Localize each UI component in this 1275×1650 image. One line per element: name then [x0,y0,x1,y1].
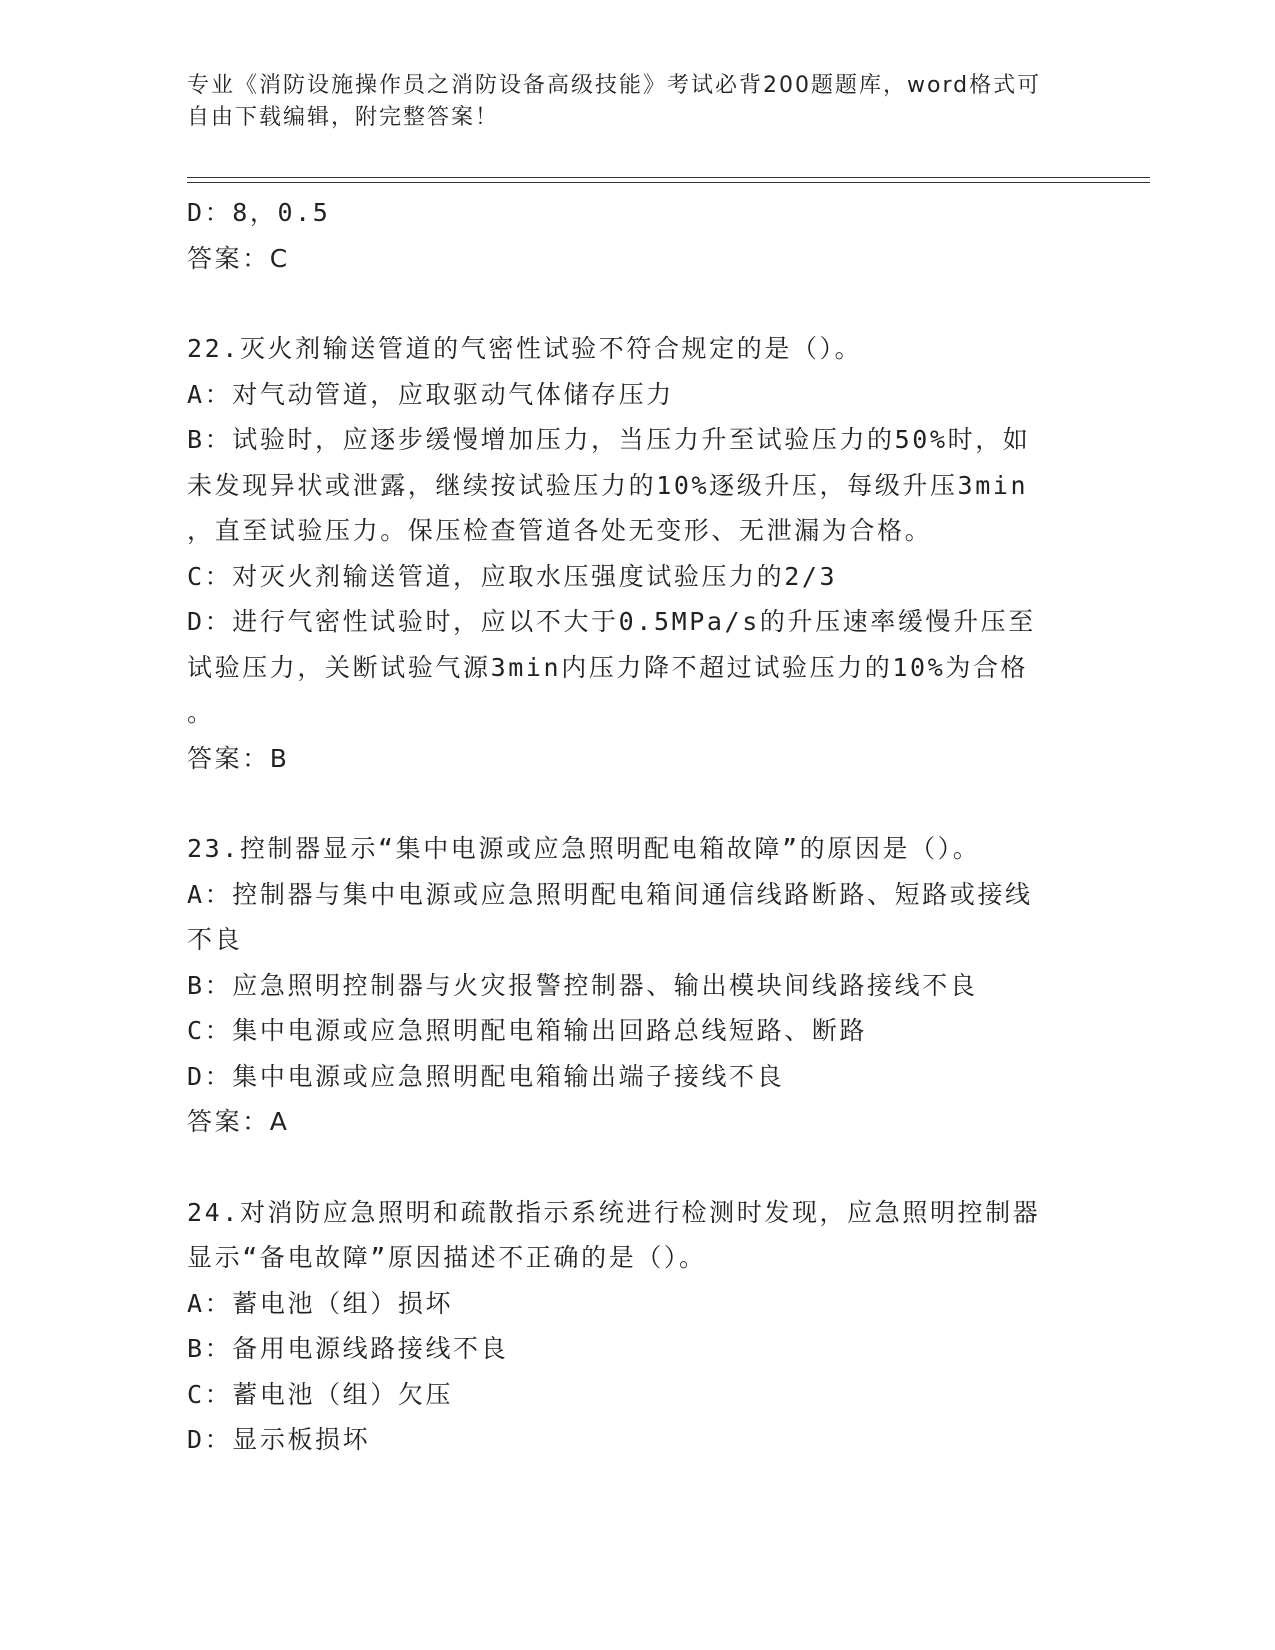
question-24 [187,1190,1087,1463]
option-c: C：蓄电池（组）欠压 [187,1379,454,1409]
spacer [187,281,1087,326]
option-c: C：集中电源或应急照明配电箱输出回路总线短路、断路 [187,1016,868,1045]
option-b-line-1: B：试验时，应逐步缓慢增加压力，当压力升至试验压力的50%时，如 [187,425,1031,454]
option-d-line-3: 。 [187,698,215,727]
question-stem: 22.灭火剂输送管道的气密性试验不符合规定的是（）。 [187,334,863,363]
option-a: A：对气动管道，应取驱动气体储存压力 [187,379,674,409]
question-stem-line-2: 显示“备电故障”原因描述不正确的是（）。 [187,1243,707,1272]
option-c: C：对灭火剂输送管道，应取水压强度试验压力的2/3 [187,561,838,591]
header-line-2: 自由下载编辑，附完整答案！ [187,105,500,130]
answer: 答案：C [187,243,290,273]
option-b: B：备用电源线路接线不良 [187,1334,509,1363]
question-stem: 23.控制器显示“集中电源或应急照明配电箱故障”的原因是（）。 [187,834,981,863]
document-header [187,70,1067,134]
option-b: B：应急照明控制器与火灾报警控制器、输出模块间线路接线不良 [187,970,978,1000]
option-d: D：8，0.5 [187,198,331,227]
answer: 答案：A [187,1107,290,1136]
answer: 答案：B [187,743,290,773]
question-22 [187,326,1087,781]
option-b-line-2: 未发现异状或泄露，继续按试验压力的10%逐级升压，每级升压3min [187,470,1029,500]
option-a-line-2: 不良 [187,925,243,954]
option-a: A：蓄电池（组）损坏 [187,1288,454,1318]
option-d: D：显示板损坏 [187,1425,371,1454]
option-a-line-1: A：控制器与集中电源或应急照明配电箱间通信线路断路、短路或接线 [187,879,1033,909]
option-d-line-2: 试验压力，关断试验气源3min内压力降不超过试验压力的10%为合格 [187,652,1029,682]
header-rule-bottom [187,182,1150,183]
question-list [187,190,1087,1463]
option-b-line-3: ，直至试验压力。保压检查管道各处无变形、无泄漏为合格。 [187,516,933,545]
question-stem-line-1: 24.对消防应急照明和疏散指示系统进行检测时发现，应急照明控制器 [187,1197,1041,1227]
spacer [187,1145,1087,1190]
option-d-line-1: D：进行气密性试验时，应以不大于0.5MPa/s的升压速率缓慢升压至 [187,607,1036,636]
question-23 [187,826,1087,1145]
header-rule-top [187,177,1150,178]
spacer [187,781,1087,826]
header-line-1: 专业《消防设施操作员之消防设备高级技能》考试必背200题题库，word格式可 [187,73,1042,98]
previous-question-tail [187,190,1087,281]
option-d: D：集中电源或应急照明配电箱输出端子接线不良 [187,1061,785,1091]
